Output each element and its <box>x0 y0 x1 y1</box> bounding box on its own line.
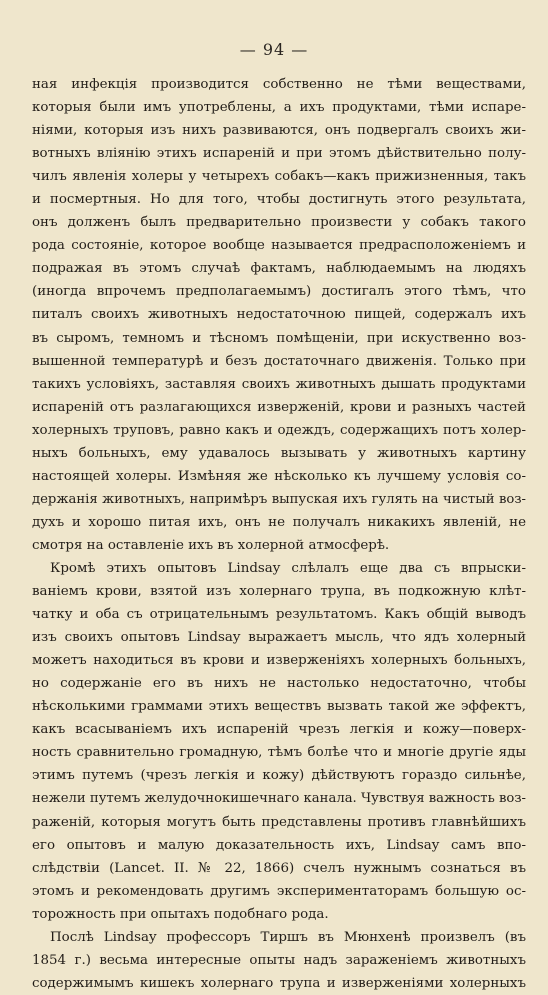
text-line: вышенной температурѣ и безъ достаточнаго движенія. Только при <box>32 353 526 369</box>
text-line: этомъ и рекомендовать другимъ экспериментаторамъ большую ос- <box>32 883 526 899</box>
text-line: подражая въ этомъ случаѣ фактамъ, наблюдаемымъ на людяхъ <box>32 261 526 277</box>
text-line: смотря на оставленіе ихъ въ холерной атмосферѣ. <box>32 537 390 553</box>
text-line: ныхъ больныхъ, ему удавалось вызывать у животныхъ картину <box>32 445 526 461</box>
text-line: его опытовъ и малую доказательность ихъ, Lindsay самъ впо- <box>32 837 526 853</box>
text-line: чатку и оба съ отрицательнымъ результатомъ. Какъ общій выводъ <box>32 607 526 623</box>
text-line: настоящей холеры. Измѣняя же нѣсколько къ лучшему условія со- <box>32 468 526 484</box>
text-line: нежели путемъ желудочнокишечнаго канала. Чувствуя важность воз- <box>32 791 526 807</box>
body-text <box>32 73 526 995</box>
text-line: которыя были имъ употреблены, а ихъ продуктами, тѣми испаре- <box>32 100 526 116</box>
text-line: чилъ явленія холеры у четырехъ собакъ—какъ прижизненныя, такъ <box>32 169 526 185</box>
text-line: раженій, которыя могутъ быть представлены противъ главнѣйшихъ <box>32 814 526 830</box>
text-line: такихъ условіяхъ, заставляя своихъ животныхъ дышать продуктами <box>32 376 526 392</box>
text-line: изъ своихъ опытовъ Lindsay выражаетъ мысль, что ядъ холерный <box>32 630 526 646</box>
text-line: и посмертныя. Но для того, чтобы достигнуть этого результата, <box>32 192 526 208</box>
text-line: рода состояніе, которое вообще называется предрасположеніемъ и <box>32 238 526 254</box>
text-line: нѣсколькими граммами этихъ веществъ вызвать такой же эффектъ, <box>32 699 526 715</box>
text-line: испареній отъ разлагающихся изверженій, крови и разныхъ частей <box>32 399 526 415</box>
text-line: Кромѣ этихъ опытовъ Lindsay слѣлалъ еще два съ впрыски- <box>50 560 526 576</box>
text-line: можетъ находиться въ крови и изверженіяхъ холерныхъ больныхъ, <box>32 653 526 669</box>
text-line: держанія животныхъ, напримѣръ выпуская ихъ гулять на чистый воз- <box>32 491 526 507</box>
text-line: какъ всасываніемъ ихъ испареній чрезъ легкія и кожу—поверх- <box>32 722 526 738</box>
text-line: ная инфекція производится собственно не тѣми веществами, <box>32 77 526 92</box>
text-line: содержимымъ кишекъ холернаго трупа и изверженіями холерныхъ <box>32 975 526 991</box>
text-line: вотныхъ вліянію этихъ испареній и при этомъ дѣйствительно полу- <box>32 146 526 162</box>
text-line: но содержаніе его въ нихъ не настолько недостаточно, чтобы <box>32 676 526 692</box>
page-number: — 94 — <box>239 40 309 59</box>
text-line: этимъ путемъ (чрезъ легкія и кожу) дѣйствуютъ гораздо сильнѣе, <box>32 768 526 784</box>
text-line: духъ и хорошо питая ихъ, онъ не получалъ никакихъ явленій, не <box>32 514 526 530</box>
text-line: ваніемъ крови, взятой изъ холернаго трупа, въ подкожную клѣт- <box>32 584 526 600</box>
text-line: питалъ своихъ животныхъ недостаточною пищей, содержалъ ихъ <box>32 307 526 323</box>
text-line: ность сравнительно громадную, тѣмъ болѣе что и многіе другіе яды <box>32 745 526 761</box>
text-line: онъ долженъ былъ предварительно произвести у собакъ такого <box>32 215 526 231</box>
text-line: торожность при опытахъ подобнаго рода. <box>32 906 329 922</box>
text-line: холерныхъ труповъ, равно какъ и одеждъ, содержащихъ потъ холер- <box>32 422 526 438</box>
text-line: (иногда впрочемъ предполагаемымъ) достигалъ этого тѣмъ, что <box>32 284 526 300</box>
text-line: 1854 г.) весьма интересные опыты надъ зараженіемъ животныхъ <box>32 952 526 968</box>
text-line: слѣдствіи (Lancet. II. № 22, 1866) счелъ нужнымъ сознаться въ <box>32 860 526 876</box>
text-line: ніями, которыя изъ нихъ развиваются, онъ подвергалъ своихъ жи- <box>32 123 526 139</box>
text-line: въ сыромъ, темномъ и тѣсномъ помѣщеніи, при искуственно воз- <box>32 330 526 346</box>
text-line: Послѣ Lindsay профессоръ Тиршъ въ Мюнхенѣ произвелъ (въ <box>50 929 526 945</box>
